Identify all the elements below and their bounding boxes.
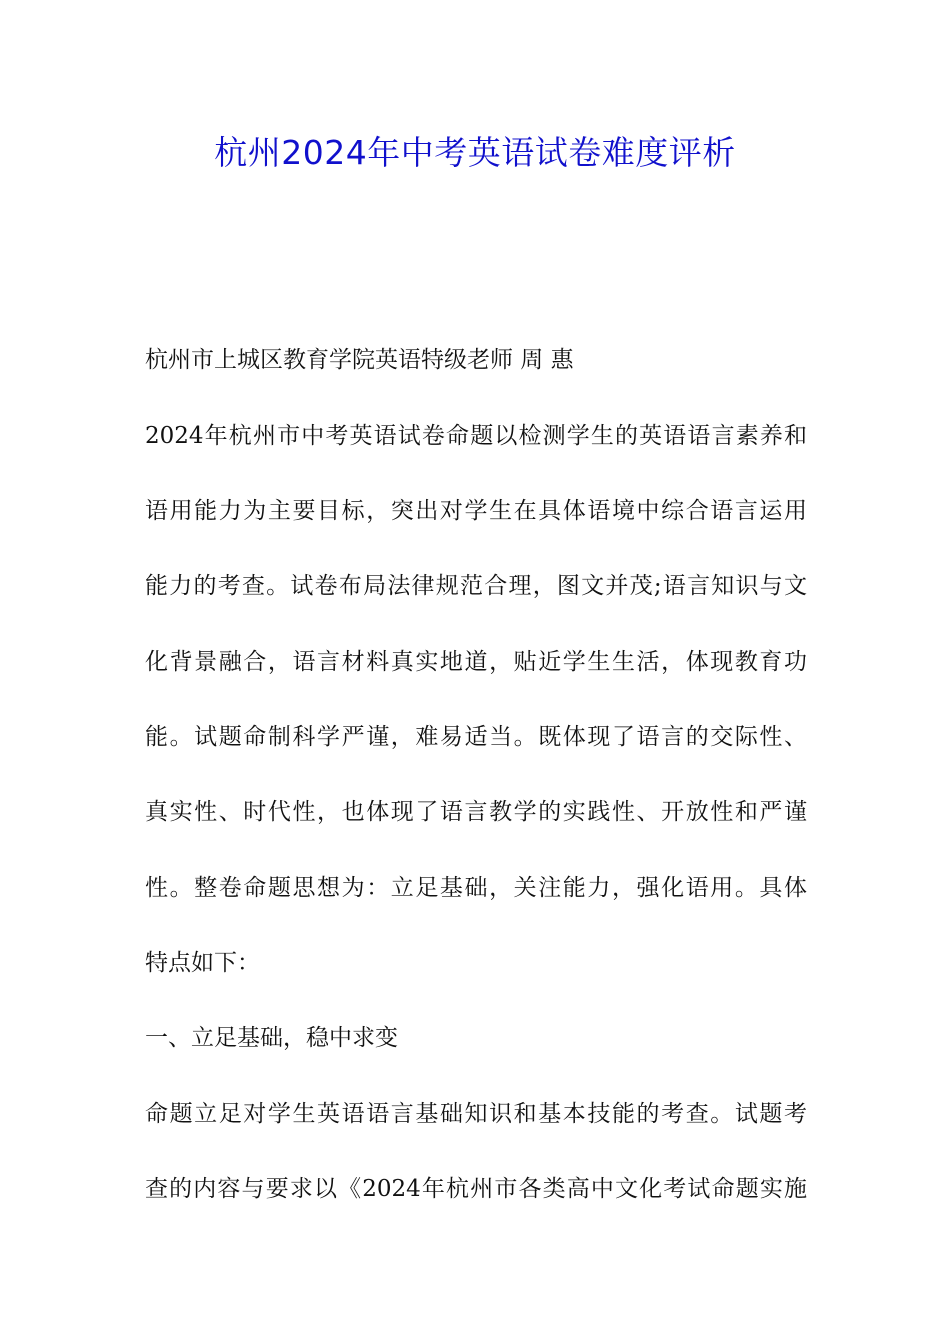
paragraph-line: 真实性、时代性，也体现了语言教学的实践性、开放性和严谨 bbox=[145, 799, 807, 825]
author-line: 杭州市上城区教育学院英语特级老师 周 惠 bbox=[145, 347, 574, 373]
document-title: 杭州2024年中考英语试卷难度评析 bbox=[214, 133, 736, 172]
paragraph-line: 语用能力为主要目标，突出对学生在具体语境中综合语言运用 bbox=[145, 498, 807, 524]
paragraph-line: 2024年杭州市中考英语试卷命题以检测学生的英语语言素养和 bbox=[145, 423, 807, 449]
paragraph-line: 查的内容与要求以《2024年杭州市各类高中文化考试命题实施 bbox=[145, 1176, 807, 1202]
paragraph-line: 化背景融合，语言材料真实地道，贴近学生生活，体现教育功 bbox=[145, 649, 807, 675]
paragraph-line: 能。试题命制科学严谨，难易适当。既体现了语言的交际性、 bbox=[145, 724, 807, 750]
paragraph-line: 命题立足对学生英语语言基础知识和基本技能的考查。试题考 bbox=[145, 1101, 807, 1127]
paragraph-line: 能力的考查。试卷布局法律规范合理，图文并茂;语言知识与文 bbox=[145, 573, 807, 599]
section-heading: 一、立足基础，稳中求变 bbox=[145, 1025, 398, 1051]
paragraph-line: 特点如下： bbox=[145, 950, 260, 976]
paragraph-line: 性。整卷命题思想为：立足基础，关注能力，强化语用。具体 bbox=[145, 875, 807, 901]
